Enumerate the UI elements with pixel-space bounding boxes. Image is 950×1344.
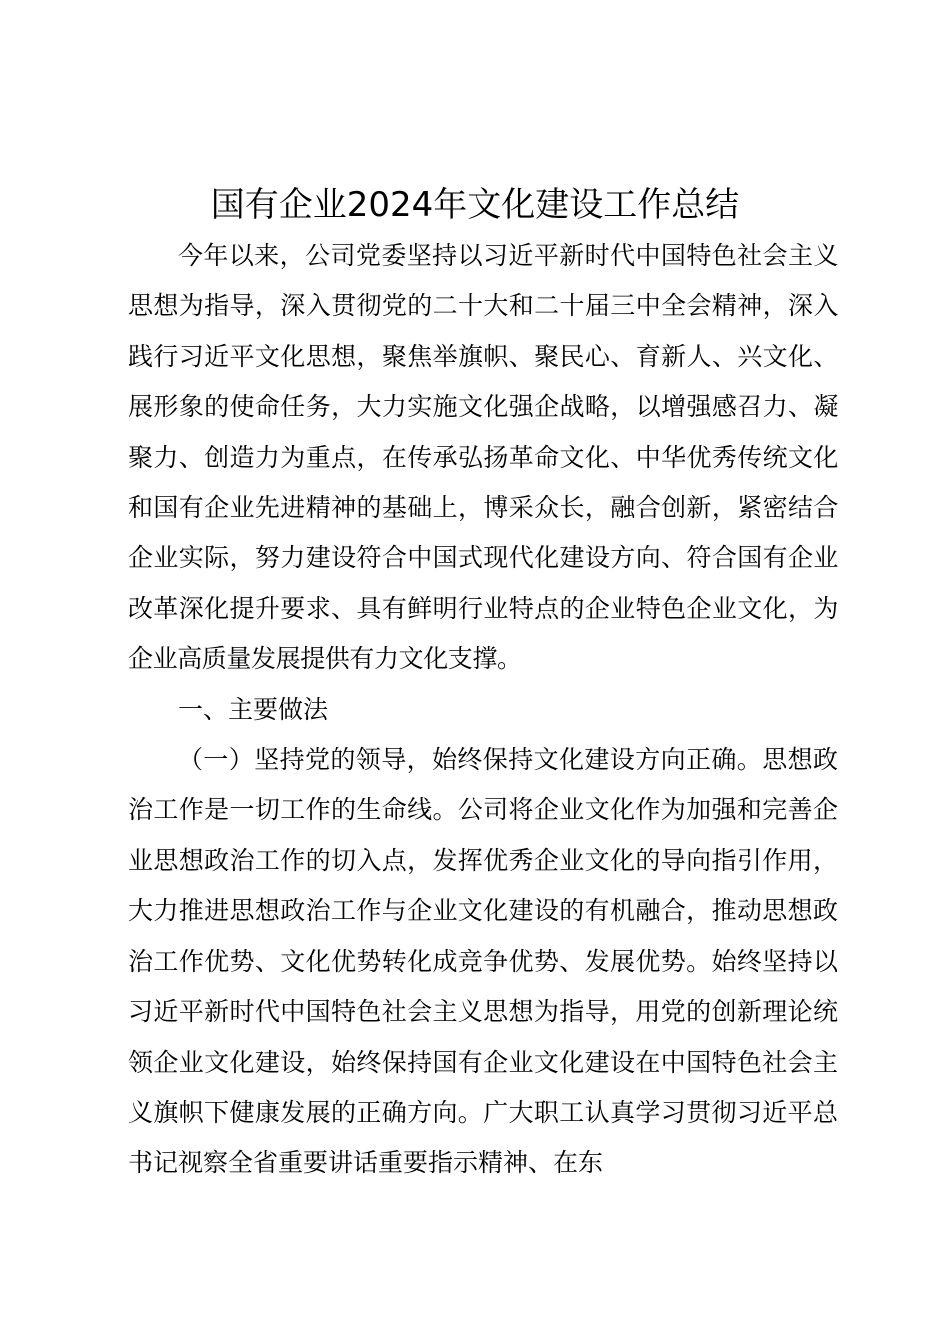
intro-paragraph: 今年以来，公司党委坚持以习近平新时代中国特色社会主义思想为指导，深入贯彻党的二十大和二十届三中全会精神，深入践行习近平文化思想，聚焦举旗帜、聚民心、育新人、兴文化、展形象的使命任务，大力实施文化强企战略，以增强感召力、凝聚力、创造力为重点，在传承弘扬革命文化、中华优秀传统文化和国有企业先进精神的基础上，博采众长，融合创新，紧密结合企业实际，努力建设符合中国式现代化建设方向、符合国有企业改革深化提升要求、具有鲜明行业特点的企业特色企业文化，为企业高质量发展提供有力文化支撑。 <box>128 241 838 674</box>
document-title: 国有企业2024年文化建设工作总结 <box>210 185 740 225</box>
section-heading-main-practices: 一、主要做法 <box>178 694 329 724</box>
document-body <box>128 231 838 1189</box>
subsection-paragraph-party-leadership: （一）坚持党的领导，始终保持文化建设方向正确。思想政治工作是一切工作的生命线。公司将企业文化作为加强和完善企业思想政治工作的切入点，发挥优秀企业文化的导向指引作用，大力推进思想政治工作与企业文化建设的有机融合，推动思想政治工作优势、文化优势转化成竞争优势、发展优势。始终坚持以习近平新时代中国特色社会主义思想为指导，用党的创新理论统领企业文化建设，始终保持国有企业文化建设在中国特色社会主义旗帜下健康发展的正确方向。广大职工认真学习贯彻习近平总书记视察全省重要讲话重要指示精神、在东 <box>128 745 838 1178</box>
